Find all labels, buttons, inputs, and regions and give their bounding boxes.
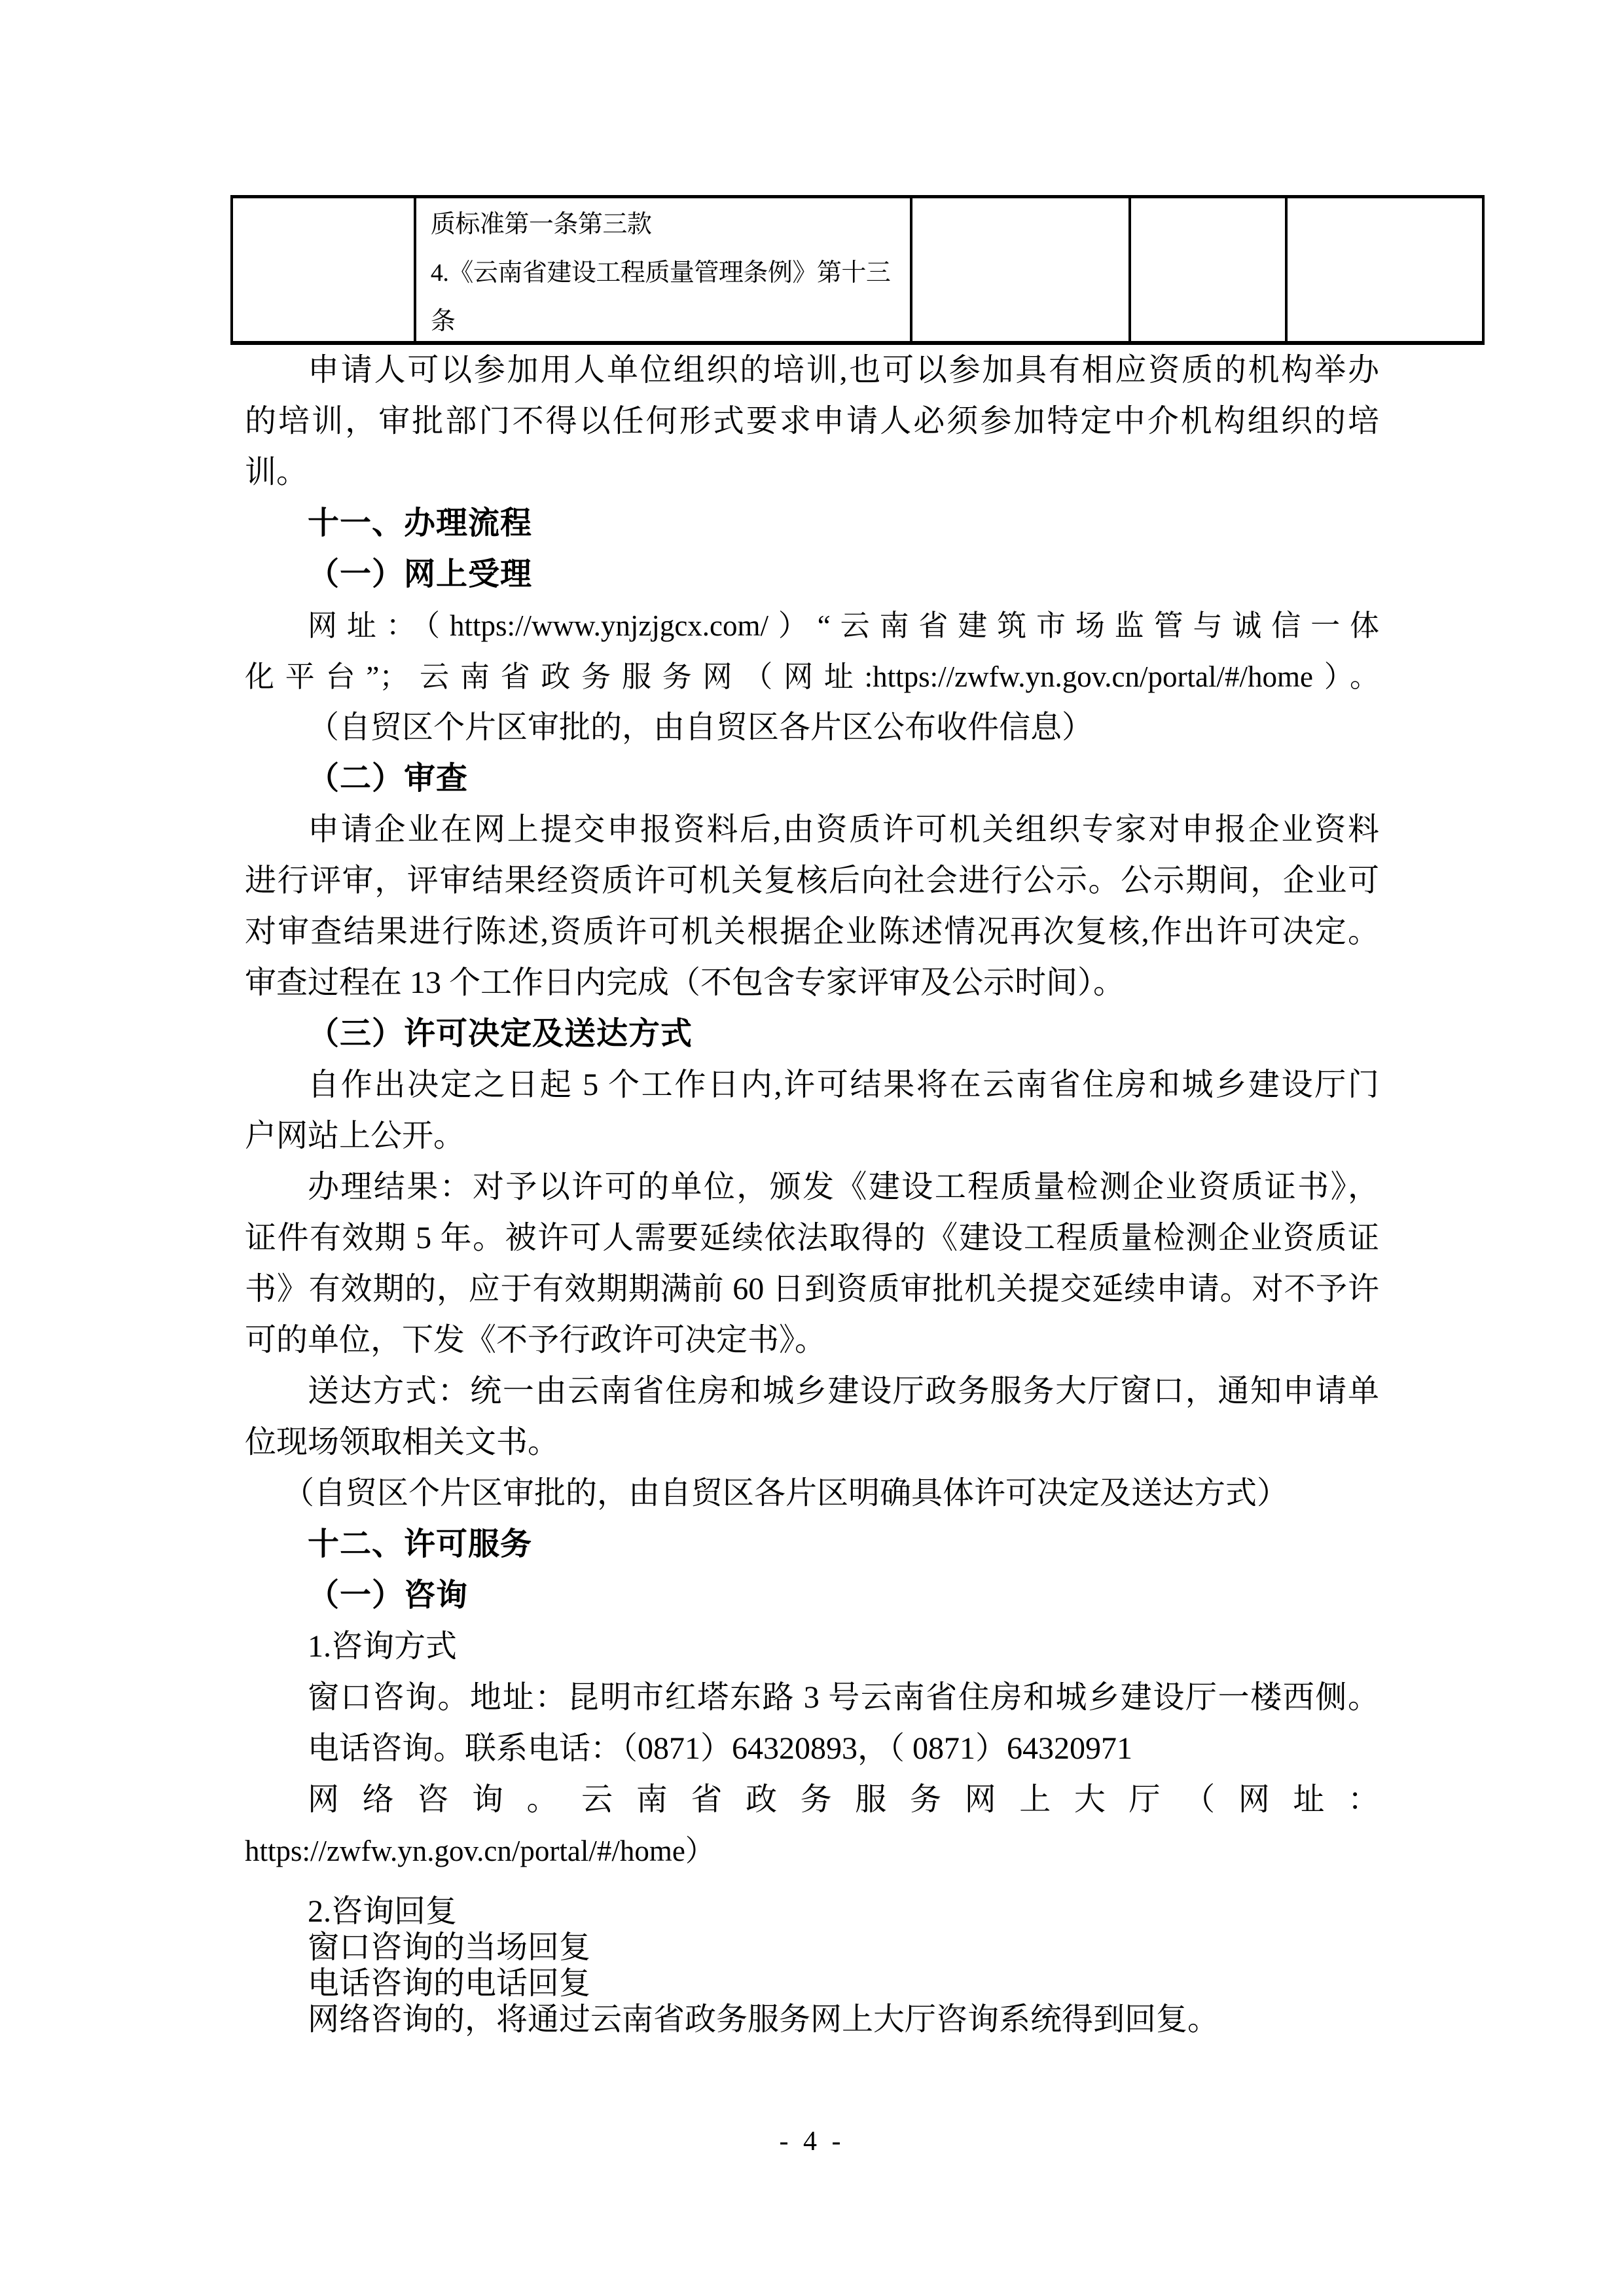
paragraph-line: 窗口咨询的当场回复 — [308, 1930, 591, 1965]
paragraph-line: 户网站上公开。 — [245, 1119, 465, 1153]
table-cell-text-line: 4.《云南省建设工程质量管理条例》第十三 — [430, 259, 891, 287]
table-cell-5 — [1288, 198, 1482, 341]
paragraph-line: 自作出决定之日起 5 个工作日内,许可结果将在云南省住房和城乡建设厅门 — [308, 1067, 1379, 1102]
paragraph-line: 送达方式：统一由云南省住房和城乡建设厅政务服务大厅窗口，通知申请单 — [308, 1374, 1379, 1408]
paragraph-line: （自贸区个片区审批的，由自贸区各片区明确具体许可决定及送达方式） — [283, 1476, 1289, 1511]
section-heading: （一）咨询 — [308, 1578, 469, 1613]
paragraph-line: 训。 — [245, 455, 308, 490]
paragraph-line: https://zwfw.yn.gov.cn/portal/#/home） — [245, 1835, 715, 1867]
section-heading: （一）网上受理 — [308, 557, 533, 592]
paragraph-line: 电话咨询的电话回复 — [308, 1966, 591, 2001]
paragraph-line: 1.咨询方式 — [308, 1629, 458, 1664]
legal-basis-table — [230, 195, 1485, 345]
paragraph-line: 位现场领取相关文书。 — [245, 1425, 560, 1460]
table-cell-text-line: 条 — [430, 308, 456, 335]
paragraph-line: 2.咨询回复 — [308, 1894, 458, 1929]
paragraph-line: 对审查结果进行陈述,资质许可机关根据企业陈述情况再次复核,作出许可决定。 — [245, 914, 1379, 949]
paragraph-line: 办理结果：对予以许可的单位，颁发《建设工程质量检测企业资质证书》， — [308, 1170, 1379, 1204]
paragraph-line: 电话咨询。联系电话：（0871）64320893，（ 0871）64320971 — [308, 1731, 1133, 1766]
section-heading: （三）许可决定及送达方式 — [308, 1016, 693, 1051]
table-cell-3 — [912, 198, 1132, 341]
paragraph-line: 网络咨询的，将通过云南省政务服务网上大厅咨询系统得到回复。 — [308, 2002, 1219, 2037]
document-content — [245, 345, 1379, 2037]
paragraph-line: （自贸区个片区审批的，由自贸区各片区公布收件信息） — [308, 710, 1094, 745]
table-cell-4 — [1131, 198, 1288, 341]
table-cell-2 — [416, 198, 912, 341]
page-number: - 4 - — [779, 2126, 845, 2157]
paragraph-line: 书》有效期的，应于有效期期满前 60 日到资质审批机关提交延续申请。对不予许 — [245, 1272, 1379, 1306]
paragraph-line: 网址：（https://www.ynjzjgcx.com/）“云南省建筑市场监管与诚信一体 — [308, 609, 1379, 642]
table-cell-1 — [233, 198, 416, 341]
paragraph-line: 可的单位，下发《不予行政许可决定书》。 — [245, 1323, 827, 1357]
section-heading: 十二、许可服务 — [308, 1527, 533, 1562]
paragraph-line: 的培训，审批部门不得以任何形式要求申请人必须参加特定中介机构组织的培 — [245, 404, 1379, 439]
paragraph-line: 申请人可以参加用人单位组织的培训,也可以参加具有相应资质的机构举办 — [308, 353, 1379, 387]
paragraph-line: 申请企业在网上提交申报资料后,由资质许可机关组织专家对申报企业资料 — [308, 812, 1379, 847]
paragraph-line: 窗口咨询。地址：昆明市红塔东路 3 号云南省住房和城乡建设厅一楼西侧。 — [308, 1680, 1379, 1715]
section-heading: 十一、办理流程 — [308, 506, 533, 541]
paragraph-line: 网络咨询。云南省政务服务网上大厅（网址： — [308, 1782, 1379, 1817]
table-cell-text-line: 质标准第一条第三款 — [430, 211, 652, 238]
section-heading: （二）审查 — [308, 761, 469, 796]
paragraph-line: 化平台”；云南省政务服务网（网址:https://zwfw.yn.gov.cn/portal/#/home）。 — [245, 660, 1379, 693]
paragraph-line: 审查过程在 13 个工作日内完成（不包含专家评审及公示时间）。 — [245, 965, 1125, 1000]
paragraph-line: 进行评审，评审结果经资质许可机关复核后向社会进行公示。公示期间，企业可 — [245, 863, 1379, 898]
paragraph-line: 证件有效期 5 年。被许可人需要延续依法取得的《建设工程质量检测企业资质证 — [245, 1221, 1379, 1255]
